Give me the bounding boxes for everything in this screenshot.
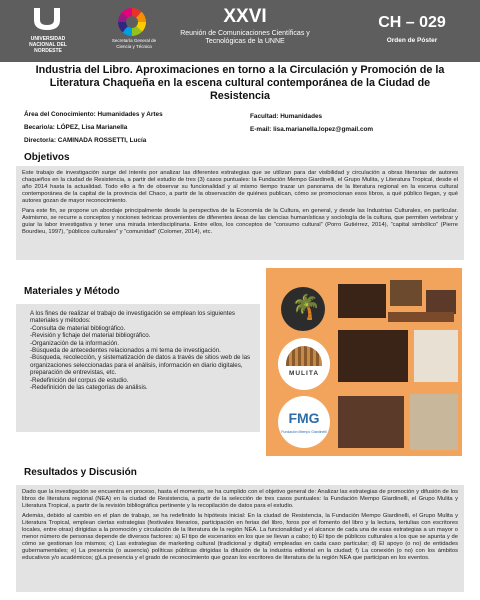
event-photo [338,330,408,382]
student-value: LÓPEZ, Lisa Marianella [56,124,128,131]
event-photo [338,284,386,318]
area-label: Área del Conocimiento: [24,111,96,118]
mulita-logo [278,338,330,390]
secretariat-name: Secretaría General de Ciencia y Técnica [111,38,157,49]
poster-title: Industria del Libro. Aproximaciones en torno a la Circulación y Promoción de la Literatura Chaqueña en la escena cultural contemporánea de la Ciudad de Resistencia [35,64,445,102]
objetivos-paragraph-1: Este trabajo de investigación surge del interés por analizar las diferentes estrategias que se utilizan para dar visibilidad y circulación a obras literarias de autores chaqueños en la ciudad de Resistencia, a partir del estudio de tres (3) casos puntuales: la Fundación Mempo Giardinelli, el Grupo Mulita, y Literatura Tropical, desde el año 2014 hasta la actualidad. Todo ello a fin de observar su funcionalidad y al mismo tiempo trazar un panorama de la literatura regional en la escena cultural contemporánea de la capital de la provincia del Chaco, a partir de la observación de quiénes publican, cómo se promocionan esos libros, a qué público llegan, y qué autores gozan de mayor reconocimiento. [22,170,458,204]
event-photo [388,312,454,322]
materiales-item: -Redefinición del corpus de estudio. [30,376,129,384]
group-photo [338,396,404,448]
book-cover-photo [414,330,458,382]
mulita-label: MULITA [288,370,320,377]
resultados-box [16,485,464,592]
materiales-item: -Organización de la información. [30,339,120,347]
area-value: Humanidades y Artes [97,111,163,118]
fmg-label: FMG [288,410,320,426]
secretariat-logo-icon [118,8,146,36]
resultados-paragraph-1: Dado que la investigación se encuentra en proceso, hasta el momento, se ha cumplido con el objetivo general de: Analizar las estrategias de promoción y difusión de los libros de literatura regional (NEA) en la ciudad de Resistencia, a partir de la selección de tres casos puntuales: la Fundación Mempo Giardinelli, el Grupo Mulita y Literatura Tropical, a partir de la revisión bibliográfica pertinente y la recopilación de datos para el estudio. [22,489,458,509]
materiales-heading: Materiales y Método [24,286,120,297]
email-line [250,126,373,133]
book-photo [426,290,456,314]
director-label: Director/a: [24,137,56,144]
literatura-tropical-logo [281,287,325,331]
unne-logo-icon [30,6,64,32]
faculty-line [250,113,322,120]
materiales-box [16,304,260,432]
student-line [24,124,127,131]
books-photo [410,394,458,450]
poster-header [0,0,480,62]
book-photo [390,280,422,306]
materiales-item: -Búsqueda de antecedentes relacionados a mi tema de investigación. [30,347,221,355]
student-label: Becario/a: [24,124,55,131]
university-name: UNIVERSIDAD NACIONAL DEL NORDESTE [29,36,67,54]
director-line [24,137,146,144]
materiales-item: -Consulta de material bibliográfico. [30,324,126,332]
palm-tree-icon: 🌴 [291,294,321,321]
materiales-item: A los fines de realizar el trabajo de investigación se emplean los siguientes materiales y métodos: [30,310,235,325]
poster-code: CH – 029 [378,14,446,31]
resultados-heading: Resultados y Discusión [24,467,137,478]
faculty-value: Humanidades [280,113,323,120]
faculty-label: Facultad: [250,113,279,120]
materiales-item: -Búsqueda, recolección, y sistematización de datos a través de sitios web de las organizaciones seleccionadas para el análisis, información en diario digitales, preparación de entrevistas, etc. [30,354,251,377]
objetivos-heading: Objetivos [24,152,70,163]
objetivos-paragraph-2: Para este fin, se propone un abordaje principalmente desde la perspectiva de la Economía de la Cultura, en general, y desde las Industrias Culturales, en particular. Asimismo, se recurre a conceptos y nociones teóricas provenientes de diferentes áreas de las ciencias humanísticas y sociología de la cultura, que permiten vertebrar y guiar la labor investigativa y tener una mirada interdisciplinaria. Entre ellos, los conceptos de “consumo cultural” (Porro Gutiérrez, 2014), “capital simbólico” (Pierre Bourdieu, 1997), “públicos culturales” y “comunidad” (Colomer, 2014), etc. [22,208,458,235]
objetivos-box [16,166,464,260]
meeting-name: Reunión de Comunicaciones Científicas y Tecnológicas de la UNNE [180,30,310,45]
resultados-paragraph-2: Además, debido al cambio en el plan de trabajo, se ha redefinido la hipótesis inicial: En la ciudad de Resistencia, la Fundación Mempo Giardinelli, el Grupo Mulita y Literatura Tropical, emplean ciertas estrategias (festivales literarios, participación en ferias del libro, foros por el fomento del libro y la lectura, tertulias con escritores locales, entre otras) dirigidas a la promoción y circulación de la literatura de la región NEA. La funcionalidad y el alcance de cada una de esas estrategias a un mayor o menor número de personas depende de diversos factores: a) El tipo de escenarios en los que se llevan a cabo; b) El tipo de públicos culturales a los que se apunta y de cómo se gestionan los mismos; c) Las estrategias de marketing cultural (tradicional y digital) empleadas en cada caso particular; d) El apoyo (o no) de entidades gubernamentales; e) La presencia (o ausencia) políticas públicas dirigidas la difusión de la industria editorial en la ciudad; f) La conexión (o no) con los ámbitos educativos y/o académicos; g)La presencia y el grado de reconocimiento que gozan los escritores de literatura de la región NEA que participan en los eventos. [22,513,458,561]
materiales-item: -Revisión y fichaje del material bibliográfico. [30,332,151,340]
director-value: CAMINADA ROSSETTI, Lucía [57,137,147,144]
poster-order-label: Orden de Póster [386,37,438,44]
materiales-item: -Redefinición de las categorías de análisis. [30,384,148,392]
email-label: E-mail: [250,126,272,133]
email-value: lisa.marianella.lopez@gmail.com [273,126,374,133]
edition-number: XXVI [223,6,267,27]
fmg-logo [278,396,330,448]
mulita-shell-icon [286,346,322,366]
fmg-sub-label: Fundación Mempo Giardinelli [281,430,327,434]
area-line [24,111,163,118]
